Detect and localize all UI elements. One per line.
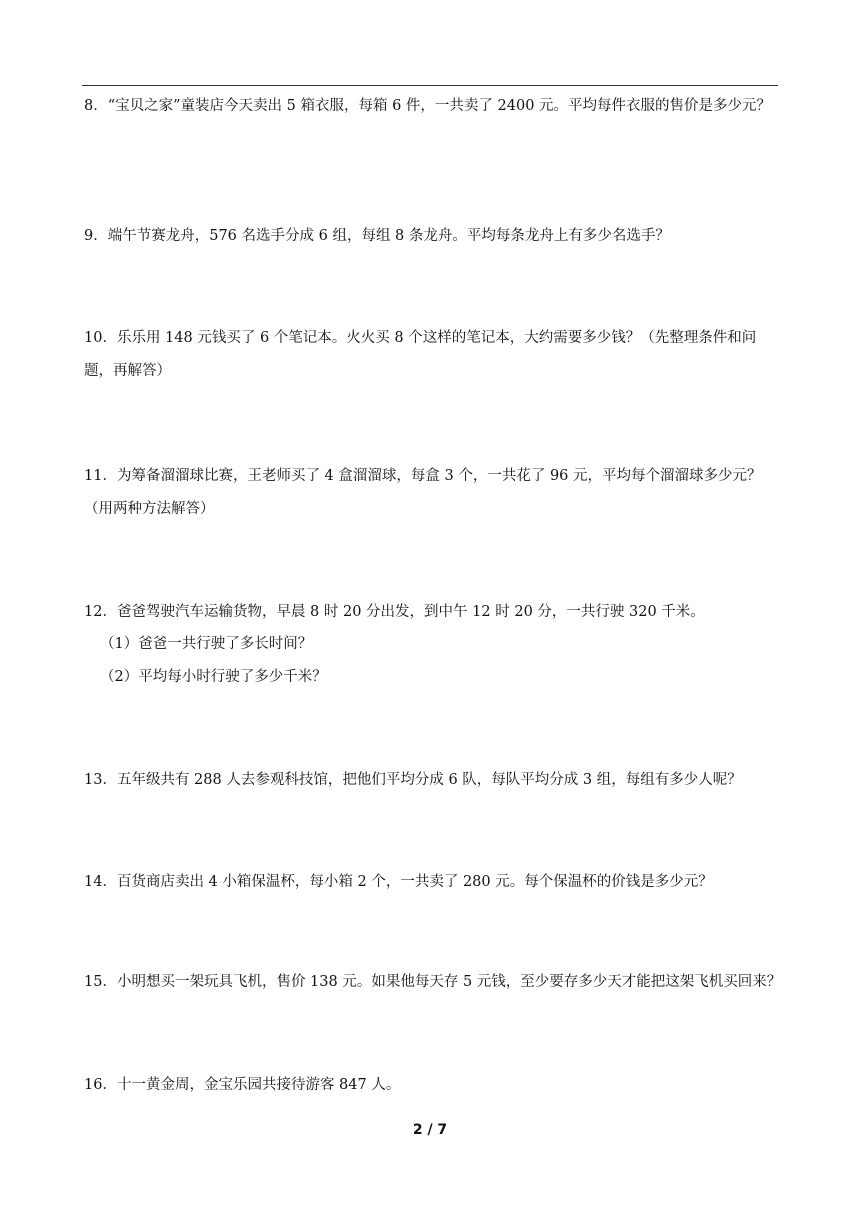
question-12-part-2: （2）平均每小时行驶了多少千米？ [100,669,327,685]
question-15: 15．小明想买一架玩具飞机，售价 138 元。如果他每天存 5 元钱，至少要存多少天才能把这架飞机买回来？ [84,974,782,990]
question-9: 9．端午节赛龙舟，576 名选手分成 6 组，每组 8 条龙舟。平均每条龙舟上有多少名选手？ [84,228,670,244]
question-11: 11．为筹备溜溜球比赛，王老师买了 4 盒溜溜球，每盒 3 个，一共花了 96 元，平均每个溜溜球多少元？（用两种方法解答） [84,468,762,517]
question-8: 8．“宝贝之家”童装店今天卖出 5 箱衣服，每箱 6 件，一共卖了 2400 元。平均每件衣服的售价是多少元？ [84,98,772,114]
question-14: 14．百货商店卖出 4 小箱保温杯，每小箱 2 个，一共卖了 280 元。每个保温杯的价钱是多少元？ [84,874,713,890]
question-10: 10．乐乐用 148 元钱买了 6 个笔记本。火火买 8 个这样的笔记本，大约需要多少钱？（先整理条件和问题，再解答） [84,330,757,379]
question-13: 13．五年级共有 288 人去参观科技馆，把他们平均分成 6 队，每队平均分成 3 组，每组有多少人呢？ [84,772,742,788]
header-rule [82,85,778,86]
page-number: 2 / 7 [412,1122,448,1138]
question-12: 12．爸爸驾驶汽车运输货物，早晨 8 时 20 分出发，到中午 12 时 20 分，一共行驶 320 千米。 [84,604,705,620]
question-16: 16．十一黄金周，金宝乐园共接待游客 847 人。 [84,1077,401,1093]
question-12-part-1: （1）爸爸一共行驶了多长时间？ [100,636,313,652]
